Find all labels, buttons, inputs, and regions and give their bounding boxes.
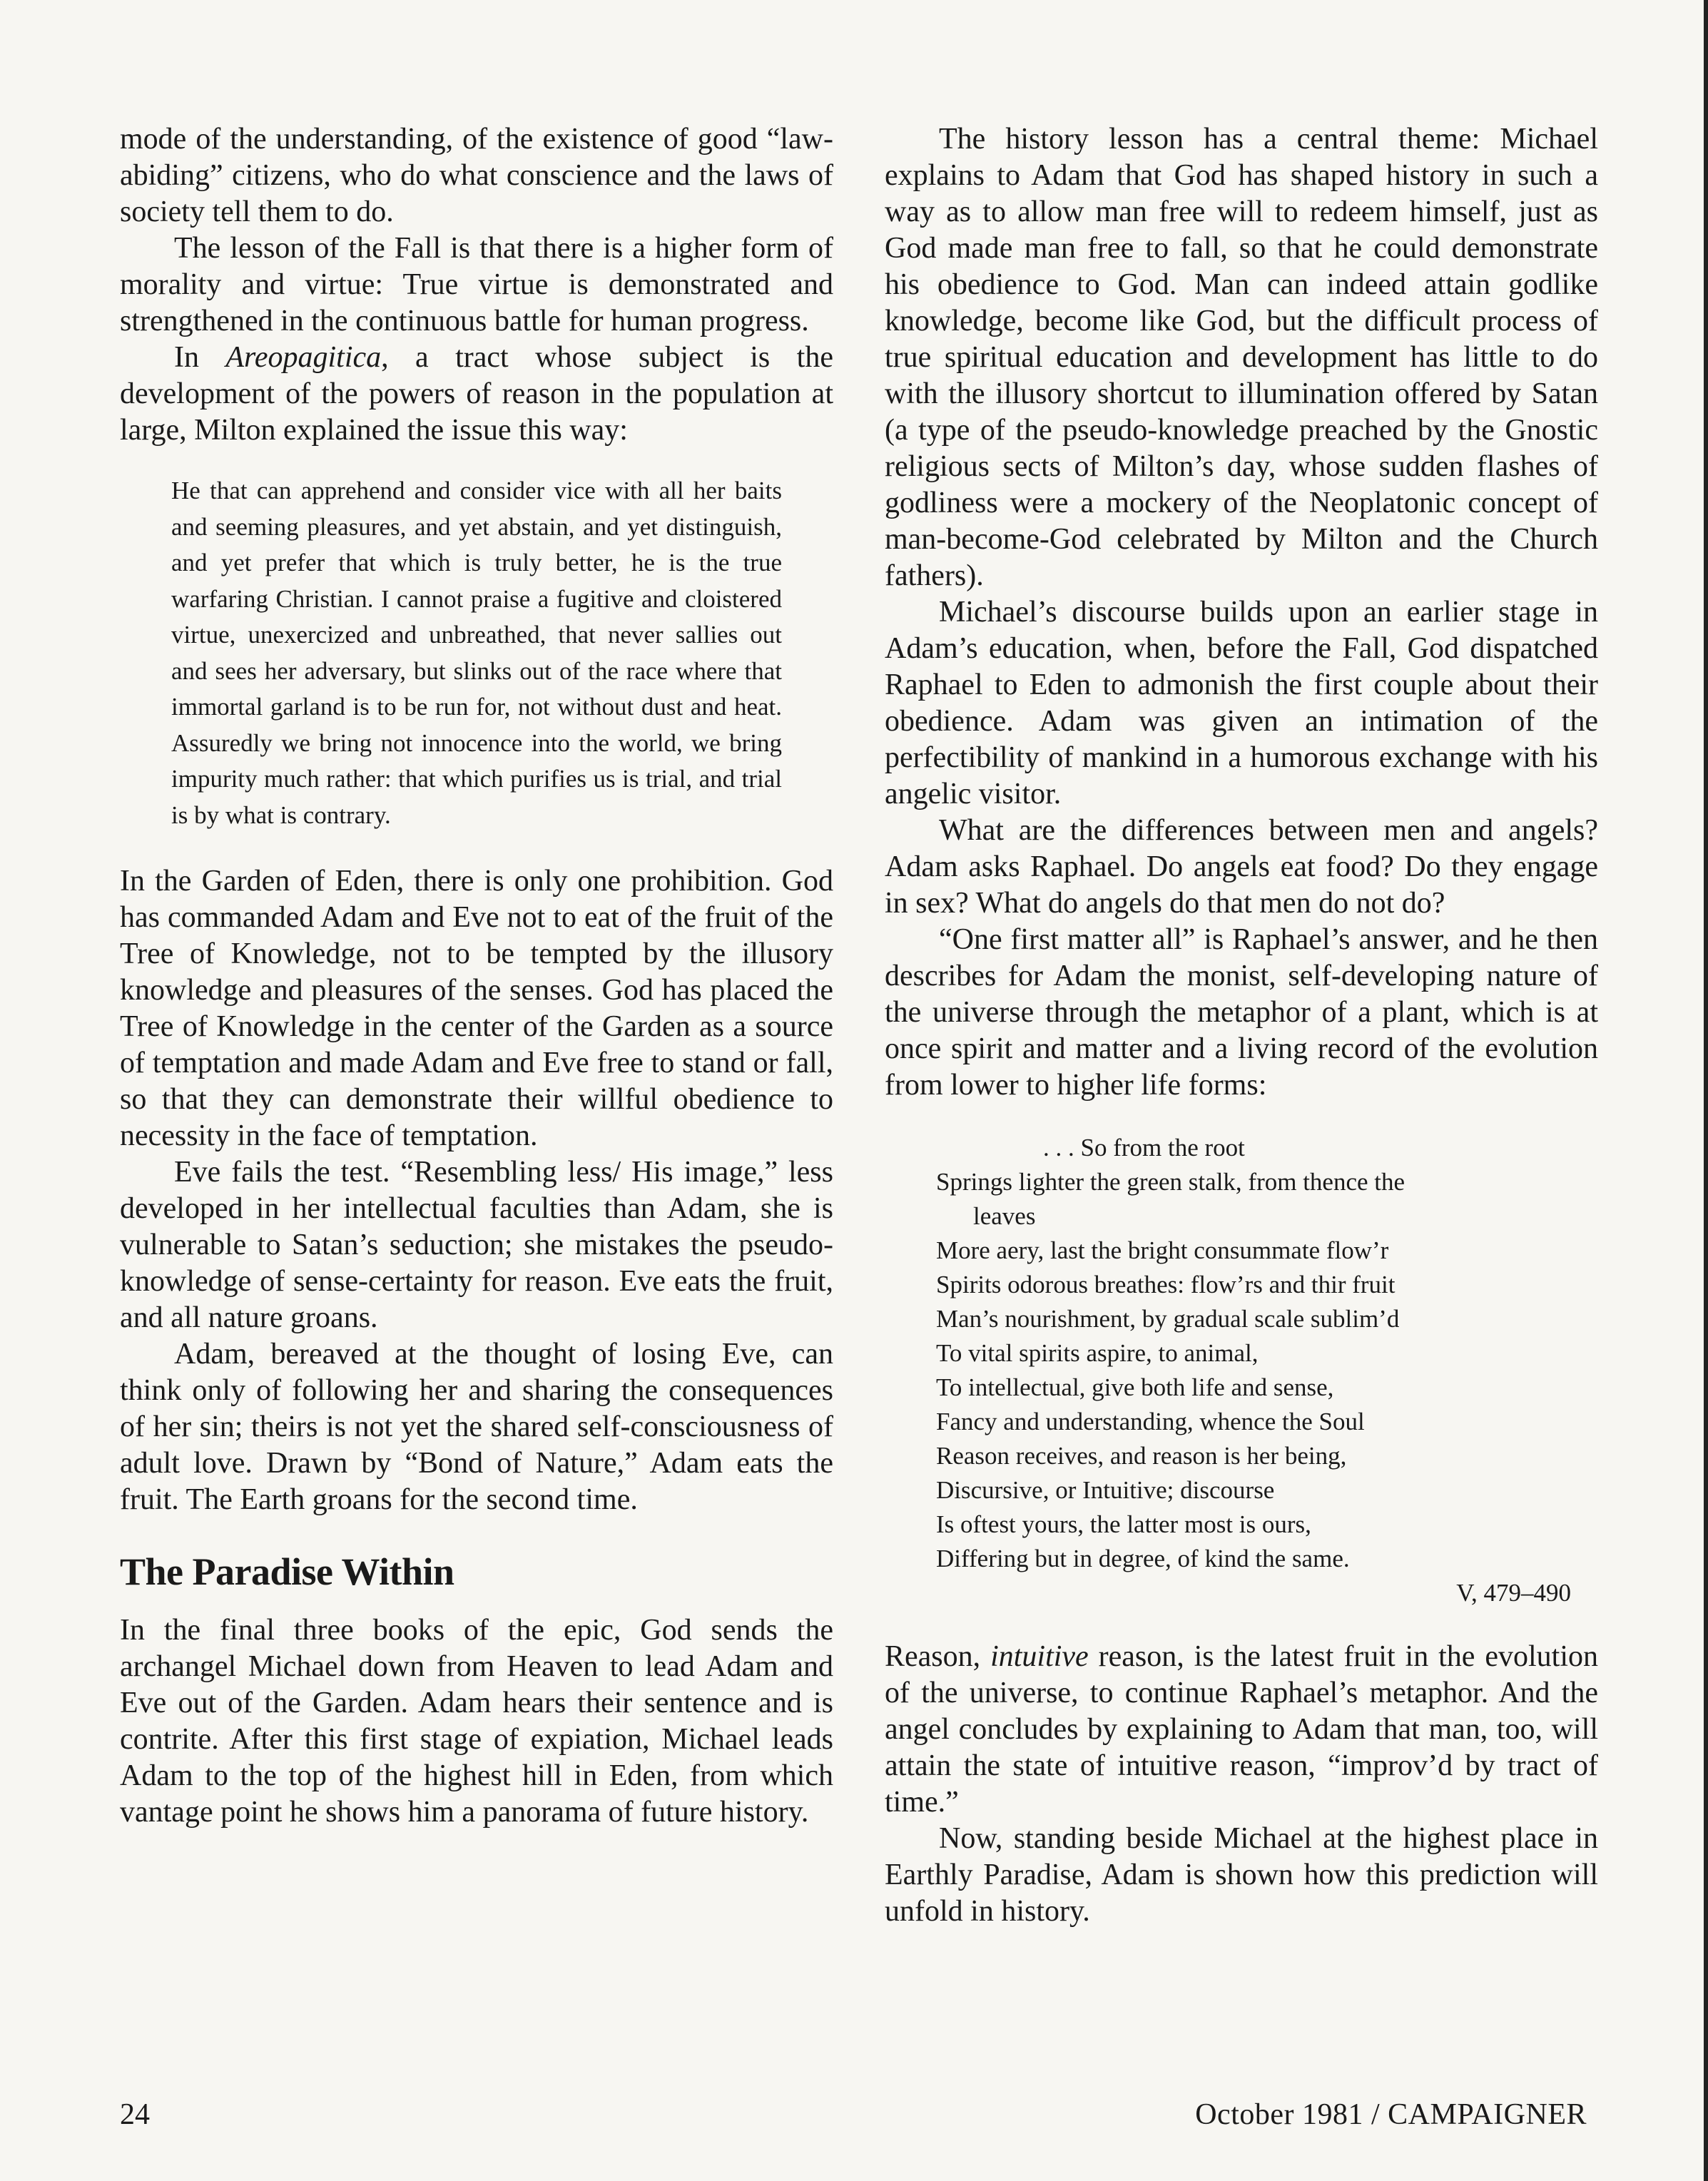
paragraph: mode of the understanding, of the existence of good “law-abiding” citizens, who do what conscience and the laws of society tell them to do. (120, 123, 833, 228)
text-run: , a tract whose subject is the development of the powers of reason in the population at large, Milton explained the issue this way: (120, 341, 833, 447)
paragraph (885, 1639, 1598, 1821)
block-quote: He that can apprehend and consider vice with all her baits and seeming pleasures, and yet abstain, and yet distinguish, and yet prefer that which is truly better, he is the true warfaring Christian. I cannot praise a fugitive and cloistered virtue, unexercized and unbreathed, that never sallies out and sees her adversary, but slinks out of the race where that immortal garland is to be run for, not without dust and heat. Assuredly we bring not innocence into the world, we bring impurity much rather: that which purifies us is trial, and trial is by what is contrary. (171, 477, 782, 829)
verse-line: Man’s nourishment, by gradual scale sublim’d (936, 1305, 1400, 1333)
page-edge (1704, 0, 1708, 2181)
paragraph: In the Garden of Eden, there is only one prohibition. God has commanded Adam and Eve not to eat of the fruit of the Tree of Knowledge, not to be tempted by the illusory knowledge and pleasures of the senses. God has placed the Tree of Knowledge in the center of the Garden as a source of temptation and made Adam and Eve free to stand or fall, so that they can demonstrate their willful obedience to necessity in the face of temptation. (120, 865, 833, 1152)
left-column (120, 121, 833, 1831)
verse-line: Is oftest yours, the latter most is ours, (936, 1510, 1311, 1538)
verse-line: Reason receives, and reason is her being, (936, 1442, 1347, 1470)
verse-line: More aery, last the bright consummate flow’r (936, 1236, 1389, 1264)
text-run: Reason, (885, 1640, 991, 1673)
emphasis: intuitive (990, 1640, 1089, 1673)
verse-line: leaves (973, 1202, 1036, 1230)
verse-line: Discursive, or Intuitive; discourse (936, 1476, 1275, 1504)
book-title: Areopagitica (225, 341, 382, 374)
section-heading: The Paradise Within (120, 1550, 454, 1593)
verse-citation: V, 479–490 (1456, 1579, 1571, 1607)
verse-line: . . . So from the root (1043, 1134, 1245, 1161)
paragraph: What are the differences between men and angels? Adam asks Raphael. Do angels eat food? Do they engage in sex? What do angels do that men do not do? (885, 814, 1598, 920)
right-column (885, 121, 1598, 1930)
paragraph: Now, standing beside Michael at the highest place in Earthly Paradise, Adam is shown how this prediction will unfold in history. (885, 1822, 1598, 1928)
text-run: reason, is the latest fruit in the evolution of the universe, to continue Raphael’s metaphor. And the angel concludes by explaining to Adam that man, too, will attain the state of intuitive reason, “improv’d by tract of time.” (885, 1640, 1598, 1819)
paragraph: Michael’s discourse builds upon an earlier stage in Adam’s education, when, before the Fall, God dispatched Raphael to Eden to admonish the first couple about their obedience. Adam was given an intimation of the perfectibility of mankind in a humorous exchange with his angelic visitor. (885, 596, 1598, 810)
paragraph (120, 340, 833, 449)
paragraph: The history lesson has a central theme: Michael explains to Adam that God has shaped history in such a way as to allow man free will to redeem himself, just as God made man free to fall, so that he could demonstrate his obedience to God. Man can indeed attain godlike knowledge, become like God, but the difficult process of true spiritual education and development has little to do with the illusory shortcut to illumination offered by Satan (a type of the pseudo-knowledge preached by the Gnostic religious sects of Milton’s day, whose sudden flashes of godliness were a mockery of the Neoplatonic concept of man-become-God celebrated by Milton and the Church fathers). (885, 123, 1598, 592)
verse-line: Fancy and understanding, whence the Soul (936, 1408, 1365, 1435)
text-run: In (174, 341, 226, 374)
verse-line: Differing but in degree, of kind the same. (936, 1545, 1350, 1572)
page-number: 24 (120, 2098, 150, 2131)
paragraph: In the final three books of the epic, God sends the archangel Michael down from Heaven to lead Adam and Eve out of the Garden. Adam hears their sentence and is contrite. After this first stage of expiation, Michael leads Adam to the top of the highest hill in Eden, from which vantage point he shows him a panorama of future history. (120, 1614, 833, 1829)
paragraph: The lesson of the Fall is that there is a higher form of morality and virtue: True virtue is demonstrated and strengthened in the continuous battle for human progress. (120, 232, 833, 337)
running-footer: October 1981 / CAMPAIGNER (1195, 2098, 1587, 2131)
verse-line: Springs lighter the green stalk, from thence the (936, 1168, 1405, 1196)
paragraph: Eve fails the test. “Resembling less/ His image,” less developed in her intellectual faculties than Adam, she is vulnerable to Satan’s seduction; she mistakes the pseudo-knowledge of sense-certainty for reason. Eve eats the fruit, and all nature groans. (120, 1156, 833, 1334)
verse-line: To intellectual, give both life and sense, (936, 1373, 1334, 1401)
paragraph: “One first matter all” is Raphael’s answer, and he then describes for Adam the monist, self-developing nature of the universe through the metaphor of a plant, which is at once spirit and matter and a living record of the evolution from lower to higher life forms: (885, 923, 1598, 1102)
verse-line: Spirits odorous breathes: flow’rs and thir fruit (936, 1271, 1396, 1298)
verse-quote (936, 1131, 1598, 1610)
paragraph: Adam, bereaved at the thought of losing Eve, can think only of following her and sharing the consequences of her sin; theirs is not yet the shared self-consciousness of adult love. Drawn by “Bond of Nature,” Adam eats the fruit. The Earth groans for the second time. (120, 1338, 833, 1516)
verse-line: To vital spirits aspire, to animal, (936, 1339, 1259, 1367)
